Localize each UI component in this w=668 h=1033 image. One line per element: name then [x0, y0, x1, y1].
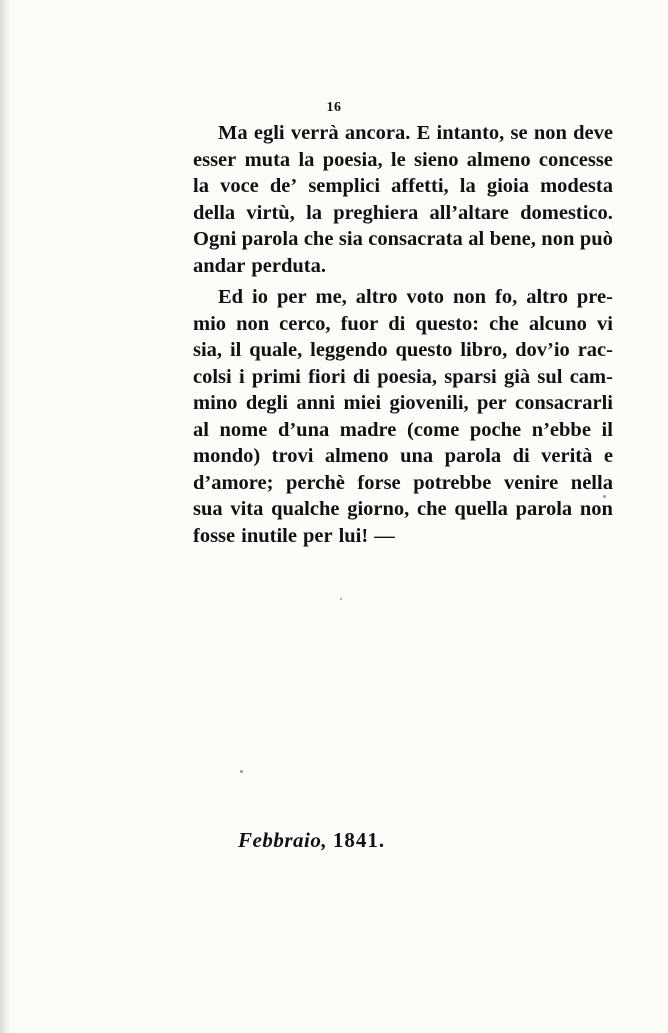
word: intanto,	[436, 122, 505, 144]
word: quella	[454, 498, 508, 520]
word: virtù,	[246, 201, 295, 224]
word: i	[238, 365, 245, 388]
word: già	[503, 365, 531, 388]
word: esser	[193, 148, 237, 171]
word: altro	[355, 286, 398, 308]
text-line	[193, 523, 613, 550]
word: che	[489, 312, 519, 335]
word: se	[510, 122, 528, 144]
word: —	[374, 524, 395, 547]
word: trovi	[271, 445, 314, 467]
word: e	[603, 445, 613, 467]
paper-speck	[603, 495, 606, 498]
text-line	[193, 470, 613, 497]
word: una	[400, 445, 434, 467]
word: ancora.	[344, 122, 411, 144]
word: semplici	[308, 175, 381, 197]
word: le	[390, 148, 406, 171]
word: sua	[193, 498, 223, 520]
word: consacrata	[368, 228, 463, 250]
word: non	[579, 498, 613, 520]
word: forse	[357, 471, 401, 494]
word: libro,	[460, 339, 508, 361]
text-line	[193, 443, 613, 470]
word: non	[453, 286, 487, 308]
word: non	[541, 228, 575, 250]
word: (come	[406, 418, 460, 441]
word: mio	[193, 312, 227, 335]
paragraph-1	[193, 120, 613, 279]
word: cerco,	[279, 312, 331, 335]
signature-month: Febbraio,	[238, 828, 328, 852]
word: parola	[241, 228, 299, 250]
word: poche	[469, 418, 522, 441]
word: al	[193, 418, 209, 441]
word: pre-	[576, 286, 613, 308]
word: gioia	[486, 175, 529, 197]
text-line	[193, 337, 613, 364]
word: la	[298, 148, 315, 171]
word: modesta	[540, 175, 613, 197]
word: d’una	[277, 418, 330, 441]
word: il	[601, 418, 613, 441]
word: almeno	[324, 445, 389, 467]
word: poesia,	[377, 365, 438, 388]
word: inutile	[241, 524, 297, 547]
word: consacrarli	[515, 392, 613, 414]
word: perduta.	[251, 254, 327, 277]
word: almeno	[466, 148, 531, 171]
word: de’	[269, 175, 298, 197]
word: quale,	[249, 339, 303, 361]
text-line	[193, 173, 613, 200]
word: per	[276, 286, 307, 308]
word: poesia,	[322, 148, 383, 171]
signature-date	[238, 828, 385, 853]
word: potrebbe	[413, 471, 492, 494]
word: verrà	[290, 122, 339, 144]
word: degli	[245, 392, 288, 414]
word: sparsi	[444, 365, 497, 388]
text-line	[193, 200, 613, 227]
word: dov’io	[515, 339, 570, 361]
text-line	[193, 284, 613, 311]
word: bene,	[489, 228, 536, 250]
word: egli	[253, 122, 285, 144]
word: fuor	[340, 312, 379, 335]
word: questo	[395, 339, 453, 361]
text-line	[193, 120, 613, 147]
word: mondo)	[193, 445, 261, 467]
word: voto	[406, 286, 445, 308]
word: per	[302, 524, 333, 547]
word: di	[352, 365, 371, 388]
word: altro	[526, 286, 568, 308]
word: di	[512, 445, 530, 467]
text-line	[193, 496, 613, 523]
page-edge-shadow	[0, 0, 10, 1033]
word: all’altare	[429, 201, 509, 224]
text-line	[193, 417, 613, 444]
word: parola	[515, 498, 573, 520]
word: non	[533, 122, 567, 144]
word: lui!	[338, 524, 369, 547]
word: Ogni	[193, 228, 237, 250]
body-text	[193, 120, 613, 549]
word: la	[459, 175, 476, 197]
word: che	[303, 228, 334, 250]
word: fo,	[495, 286, 518, 308]
text-line	[193, 253, 613, 280]
word: rac-	[577, 339, 613, 361]
text-line	[193, 226, 613, 253]
paper-speck	[340, 598, 342, 600]
word: sia,	[193, 339, 223, 361]
word: nome	[219, 418, 268, 441]
word: colsi	[193, 365, 232, 388]
word: giovenili,	[389, 392, 469, 414]
word: madre	[339, 418, 397, 441]
word: mino	[193, 392, 238, 414]
word: che	[416, 498, 447, 520]
paragraph-2	[193, 284, 613, 549]
word: di	[388, 312, 406, 335]
word: d’amore;	[193, 471, 274, 494]
word: può	[579, 228, 613, 250]
word: deve	[573, 122, 613, 144]
paper-speck	[240, 770, 243, 773]
word: E	[416, 122, 431, 144]
word: concesse	[538, 148, 613, 171]
word: miei	[343, 392, 382, 414]
word: venire	[503, 471, 559, 494]
word: fiori	[308, 365, 346, 388]
word: leggendo	[310, 339, 388, 361]
word: nella	[570, 471, 613, 494]
word: verità	[541, 445, 593, 467]
word: alcuno	[528, 312, 587, 335]
word: sieno	[414, 148, 459, 171]
word: la	[193, 175, 209, 197]
word: cam-	[569, 365, 613, 388]
word: muta	[244, 148, 291, 171]
page-number: 16	[326, 100, 342, 115]
word: affetti,	[391, 175, 449, 197]
word: voce	[220, 175, 259, 197]
word: Ma	[218, 122, 248, 144]
word: al	[468, 228, 485, 250]
word: andar	[193, 254, 246, 277]
word: domestico.	[520, 201, 613, 224]
word: perchè	[286, 471, 345, 494]
word: vita	[230, 498, 264, 520]
word: il	[229, 339, 242, 361]
word: qualche	[271, 498, 340, 520]
word: vi	[596, 312, 613, 335]
word: per	[477, 392, 507, 414]
word: primi	[251, 365, 301, 388]
text-line	[193, 390, 613, 417]
word: me,	[315, 286, 347, 308]
word: n’ebbe	[531, 418, 591, 441]
word: io	[252, 286, 268, 308]
text-line	[193, 364, 613, 391]
word: questo:	[415, 312, 480, 335]
signature-year: 1841.	[332, 828, 386, 852]
word: parola	[444, 445, 502, 467]
word: sul	[537, 365, 563, 388]
word: sia	[338, 228, 363, 250]
word: la	[306, 201, 323, 224]
word: fosse	[193, 524, 236, 547]
word: anni	[296, 392, 336, 414]
word: preghiera	[333, 201, 419, 224]
word: non	[236, 312, 270, 335]
word: giorno,	[347, 498, 410, 520]
word: della	[193, 201, 236, 224]
text-line	[193, 311, 613, 338]
word: Ed	[218, 286, 244, 308]
text-line	[193, 147, 613, 174]
